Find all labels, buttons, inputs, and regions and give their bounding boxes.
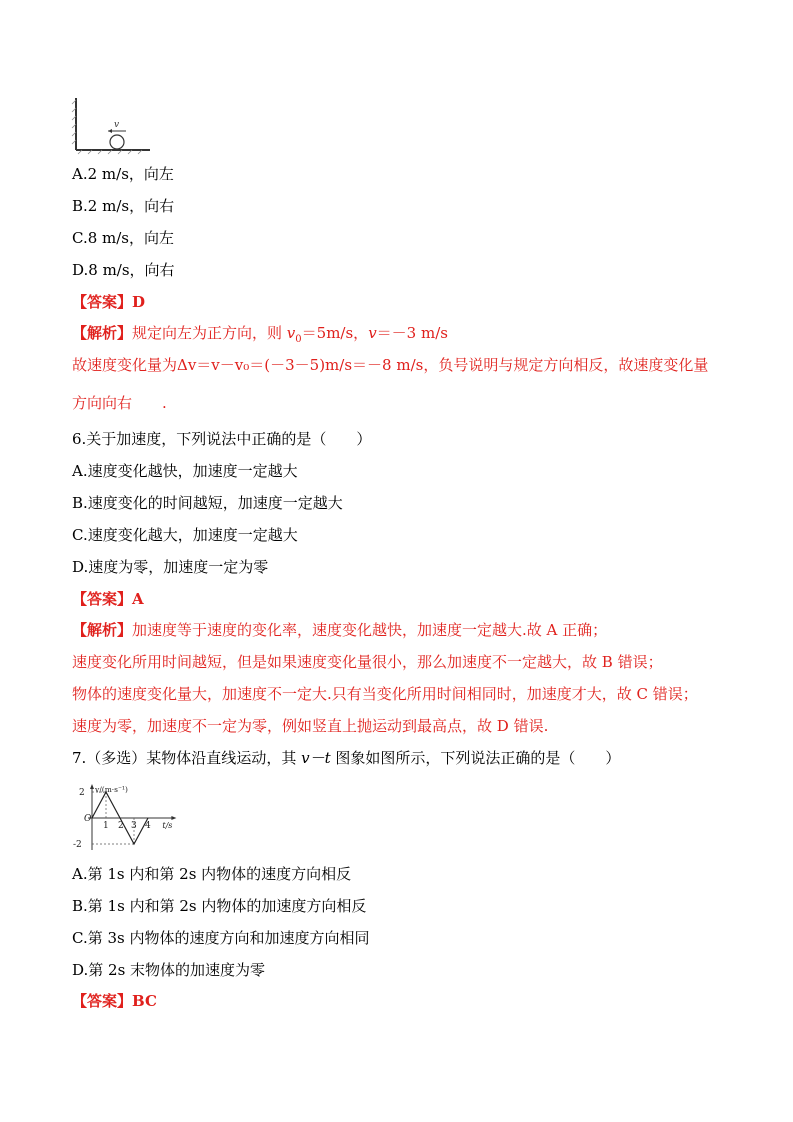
q7-question: 7.（多选）某物体沿直线运动，其 v－t 图象如图所示，下列说法正确的是（ ）	[72, 749, 621, 767]
q7-answer	[72, 991, 157, 1011]
q6-analysis-line4: 速度为零，加速度不一定为零，例如竖直上抛运动到最高点，故 D 错误.	[72, 717, 549, 735]
answer-tag: 【答案】	[72, 293, 133, 311]
q5-option-d: D.8 m/s，向右	[72, 261, 175, 279]
q5-option-a: A.2 m/s，向左	[72, 165, 174, 183]
answer-tag: 【答案】	[72, 992, 133, 1010]
q7-option-c: C.第 3s 内物体的速度方向和加速度方向相同	[72, 929, 370, 947]
vt-chart	[70, 782, 180, 850]
q6-option-c: C.速度变化越大，加速度一定越大	[72, 526, 298, 544]
q6-option-b: B.速度变化的时间越短，加速度一定越大	[72, 494, 343, 512]
q6-option-a: A.速度变化越快，加速度一定越大	[72, 462, 298, 480]
x-tick-label: 2	[118, 821, 124, 831]
q6-option-d: D.速度为零，加速度一定为零	[72, 558, 269, 576]
answer-tag: 【答案】	[72, 590, 133, 608]
q7-option-d: D.第 2s 末物体的加速度为零	[72, 961, 266, 979]
q5-answer	[72, 292, 145, 312]
wall-ball-figure	[70, 96, 160, 156]
x-tick-label: 4	[145, 821, 151, 831]
q5-option-b: B.2 m/s，向右	[72, 197, 175, 215]
q5-option-c: C.8 m/s，向左	[72, 229, 174, 247]
analysis-tag: 【解析】	[72, 621, 133, 639]
q6-analysis-line1: 【解析】加速度等于速度的变化率，速度变化越快，加速度一定越大.故 A 正确；	[72, 621, 608, 639]
y-tick-label: 2	[79, 788, 85, 798]
q5-analysis-line1: 【解析】规定向左为正方向，则 $v_0=5m/s$，v＝－3 m/s	[72, 324, 448, 345]
velocity-label: v	[114, 120, 120, 130]
q6-analysis-line3: 物体的速度变化量大，加速度不一定大.只有当变化所用时间相同时，加速度才大，故 C 错误；	[72, 685, 698, 703]
y-axis-arrow	[90, 784, 94, 789]
analysis-tag: 【解析】	[72, 324, 133, 342]
q5-analysis-line3: 方向向右 .	[72, 394, 167, 412]
q6-answer	[72, 589, 144, 609]
y-axis-label: v/(m·s⁻¹)	[95, 785, 128, 794]
x-tick-label: O	[84, 814, 92, 824]
answer-value: D	[132, 293, 146, 311]
x-tick-label: 3	[131, 821, 137, 831]
q7-option-b: B.第 1s 内和第 2s 内物体的加速度方向相反	[72, 897, 367, 915]
x-axis-arrow	[171, 816, 176, 820]
answer-value: BC	[132, 992, 157, 1010]
ball	[110, 135, 124, 149]
q7-option-a: A.第 1s 内和第 2s 内物体的速度方向相反	[72, 865, 352, 883]
answer-value: A	[132, 590, 144, 608]
q6-question: 6.关于加速度，下列说法中正确的是（ ）	[72, 430, 372, 448]
q6-analysis-line2: 速度变化所用时间越短，但是如果速度变化量很小，那么加速度不一定越大，故 B 错误；	[72, 653, 663, 671]
q5-analysis-line2: 故速度变化量为Δv＝v－v₀＝(－3－5)m/s＝－8 m/s，负号说明与规定方向相反，故速度变化量	[72, 356, 709, 374]
x-tick-label: 1	[103, 821, 109, 831]
x-axis-label: t/s	[162, 821, 173, 830]
y-tick-label: -2	[73, 840, 82, 850]
